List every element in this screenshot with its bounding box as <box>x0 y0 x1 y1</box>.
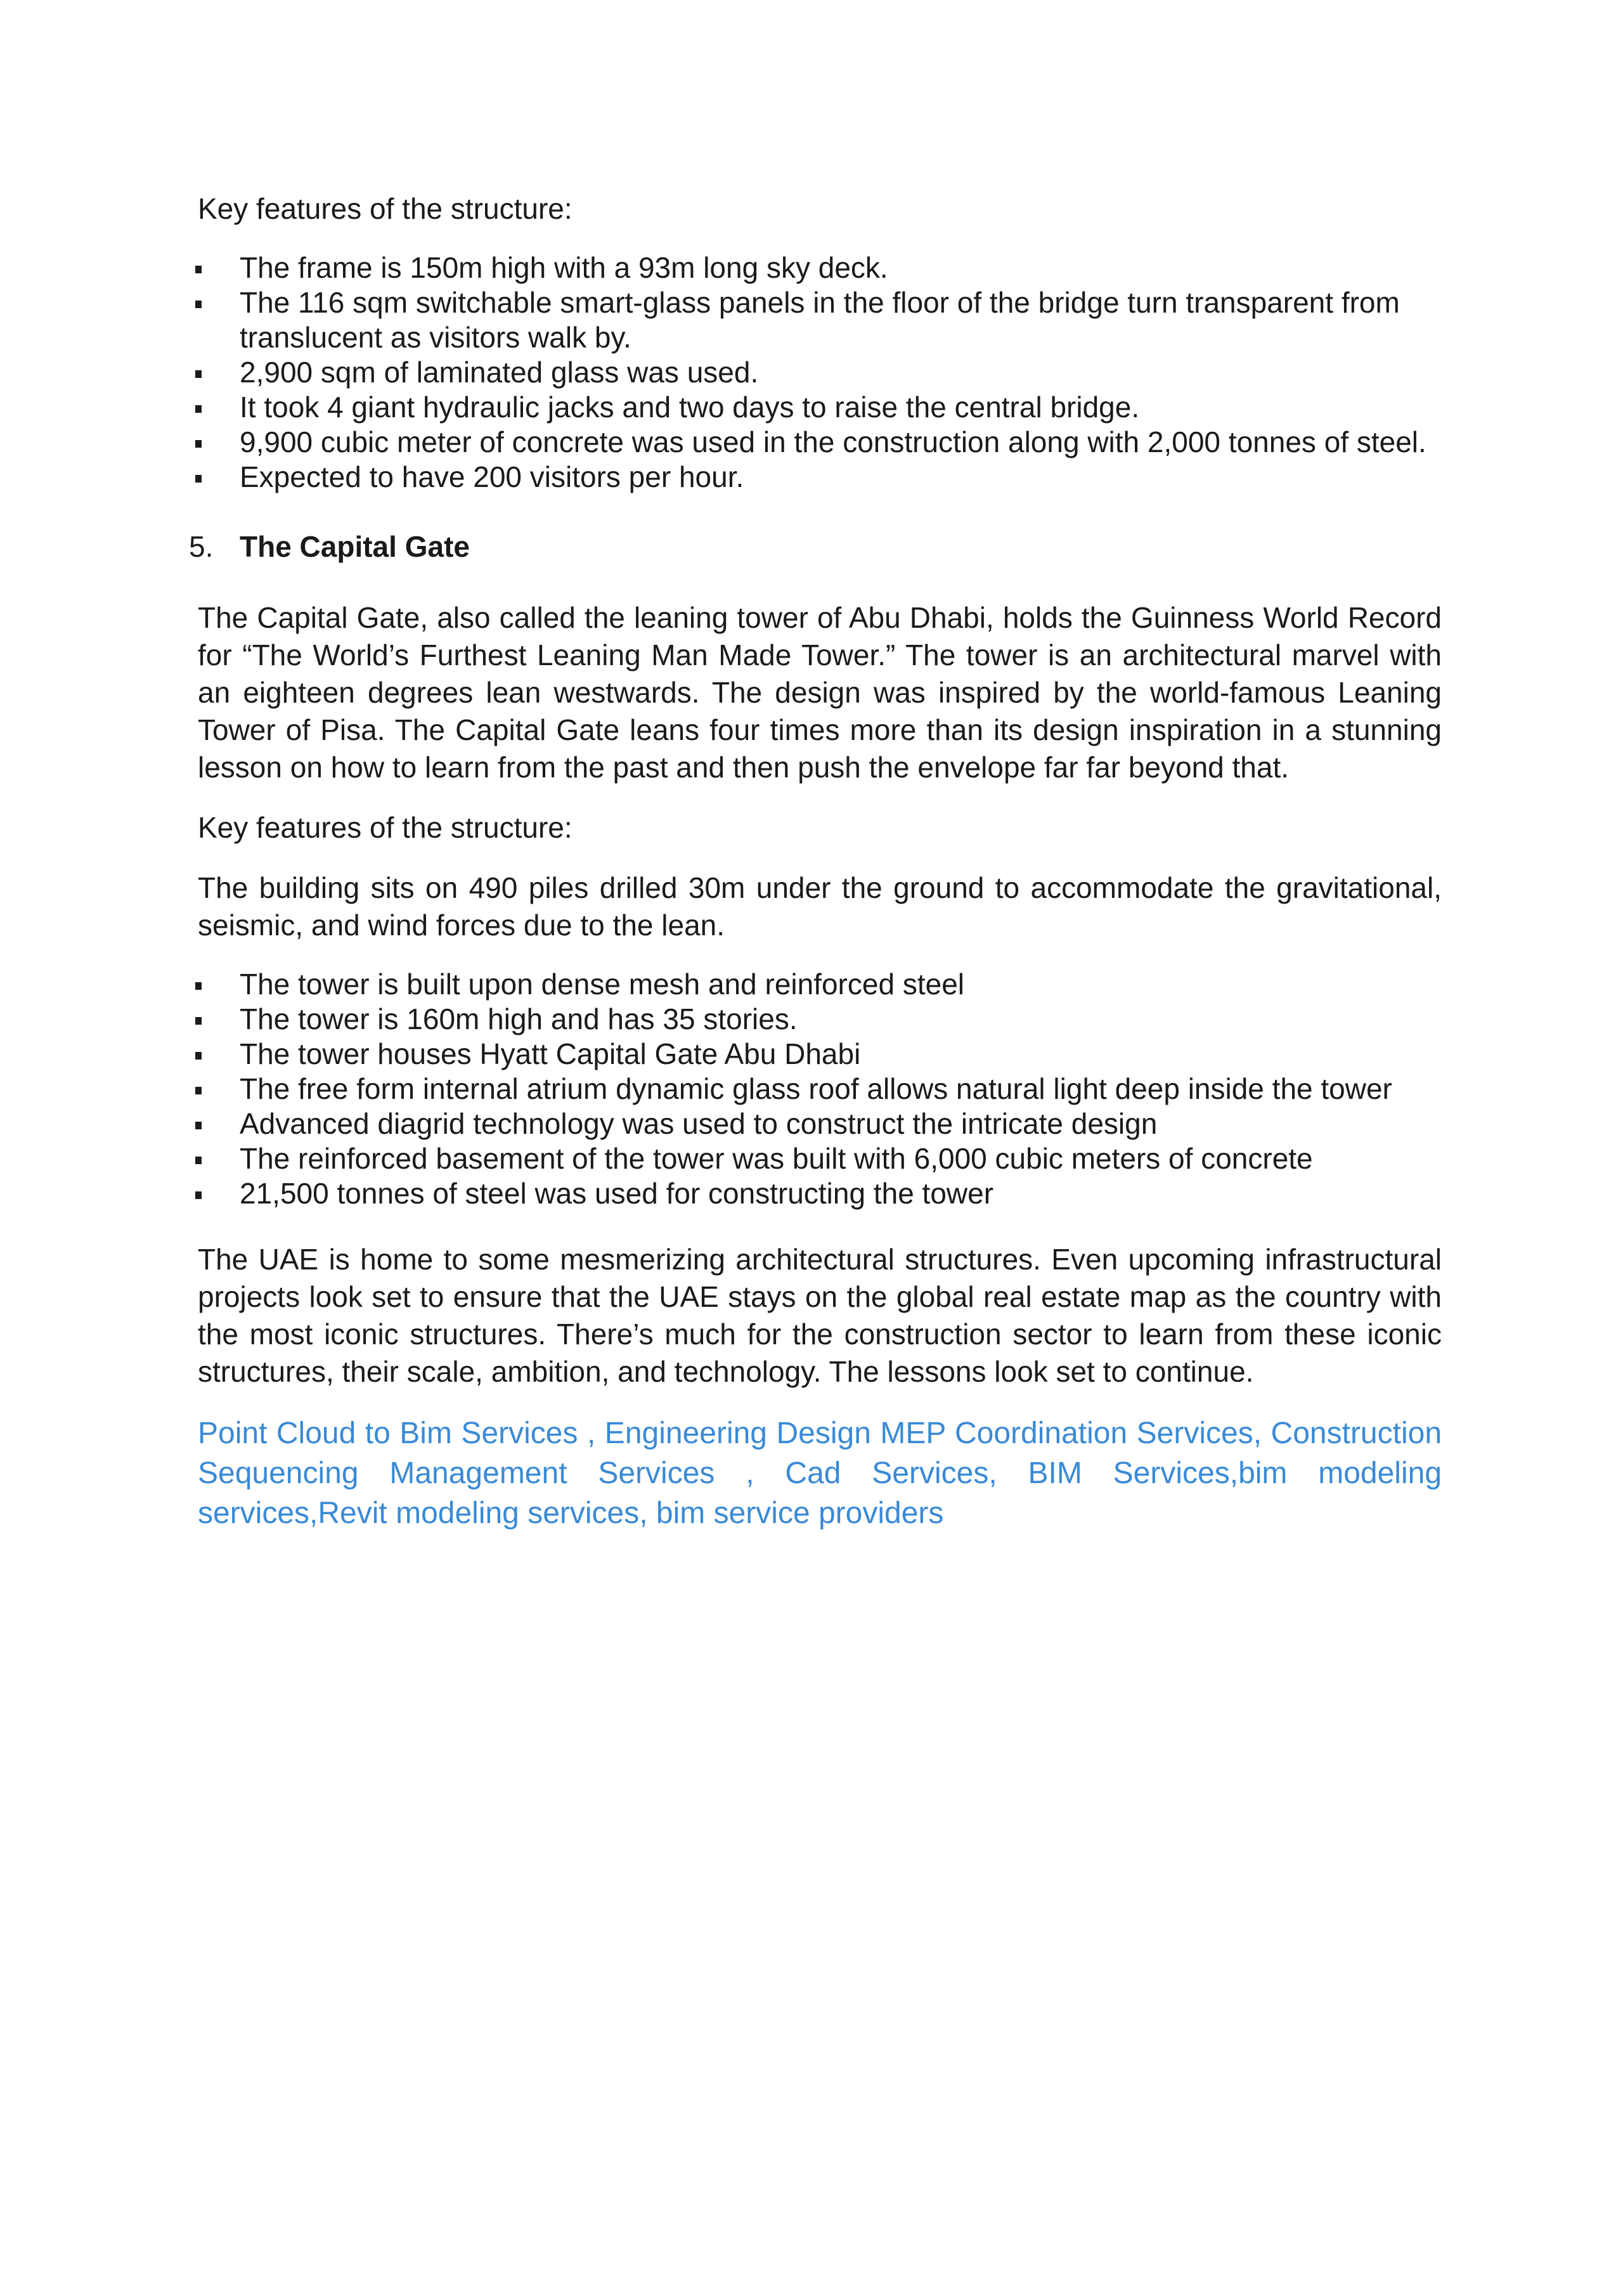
list-item: The 116 sqm switchable smart-glass panels in the floor of the bridge turn transparent from translucent as visitors walk by. <box>198 285 1442 355</box>
section-title: The Capital Gate <box>240 530 470 563</box>
list-item: 9,900 cubic meter of concrete was used in the construction along with 2,000 tonnes of steel. <box>198 425 1442 460</box>
square-bullet-icon <box>195 982 202 990</box>
intro-paragraph: The Capital Gate, also called the leaning tower of Abu Dhabi, holds the Guinness World Record for “The World’s Furthest Leaning Man Made Tower.” The tower is an architectural marvel with an eighteen degrees lean westwards. The design was inspired by the world-famous Leaning Tower of Pisa. The Capital Gate leans four times more than its design inspiration in a stunning lesson on how to learn from the past and then push the envelope far far beyond that. <box>198 601 1442 784</box>
list-item: 21,500 tonnes of steel was used for constructing the tower <box>198 1176 1442 1211</box>
square-bullet-icon <box>195 1087 202 1094</box>
square-bullet-icon <box>195 1052 202 1060</box>
feature-list <box>198 250 1442 495</box>
link-point-cloud-to-bim-services[interactable]: Point Cloud to Bim Services <box>198 1417 578 1450</box>
section-heading <box>189 528 1442 566</box>
square-bullet-icon <box>195 1122 202 1129</box>
list-item: 2,900 sqm of laminated glass was used. <box>198 355 1442 390</box>
link-bim-modeling-services[interactable]: bim modeling services <box>198 1456 1442 1530</box>
link-engineering-design-mep-coordination-services[interactable]: Engineering Design MEP Coordination Services <box>604 1417 1253 1450</box>
list-item: The frame is 150m high with a 93m long sky deck. <box>198 250 1442 285</box>
square-bullet-icon <box>195 405 202 413</box>
conclusion-paragraph: The UAE is home to some mesmerizing architectural structures. Even upcoming infrastructural projects look set to ensure that the UAE stays on the global real estate map as the country with the most iconic structures. There’s much for the construction sector to learn from these iconic structures, their scale, ambition, and technology. The lessons look set to continue. <box>198 1243 1442 1388</box>
link-construction-sequencing-management-services[interactable]: Construction Sequencing Management Services <box>198 1417 1442 1490</box>
link-bim-service-providers[interactable]: bim service providers <box>656 1496 944 1530</box>
section-kicker: Key features of the structure: <box>198 811 572 844</box>
service-links: Point Cloud to Bim Services , Engineering Design MEP Coordination Services, Construction Sequencing Management Services , Cad Services, BIM Services,bim modeling services,Revit modeling services, bim service providers <box>198 1417 1442 1530</box>
link-revit-modeling-services[interactable]: Revit modeling services <box>318 1496 640 1530</box>
list-item: Expected to have 200 visitors per hour. <box>198 460 1442 495</box>
link-bim-services[interactable]: BIM Services <box>1028 1456 1230 1490</box>
square-bullet-icon <box>195 301 202 308</box>
square-bullet-icon <box>195 475 202 483</box>
square-bullet-icon <box>195 1017 202 1025</box>
list-item: It took 4 giant hydraulic jacks and two days to raise the central bridge. <box>198 390 1442 425</box>
list-item: The tower houses Hyatt Capital Gate Abu Dhabi <box>198 1037 1442 1072</box>
list-item: Advanced diagrid technology was used to construct the intricate design <box>198 1106 1442 1141</box>
document-page <box>189 190 1442 1533</box>
section-kicker: Key features of the structure: <box>198 192 572 225</box>
list-item: The tower is 160m high and has 35 stories. <box>198 1002 1442 1037</box>
square-bullet-icon <box>195 1157 202 1164</box>
list-item: The free form internal atrium dynamic glass roof allows natural light deep inside the tower <box>198 1072 1442 1106</box>
list-item: The reinforced basement of the tower was built with 6,000 cubic meters of concrete <box>198 1141 1442 1176</box>
link-cad-services[interactable]: Cad Services <box>785 1456 989 1490</box>
feature-list <box>198 967 1442 1211</box>
foundation-paragraph: The building sits on 490 piles drilled 30m under the ground to accommodate the gravitational, seismic, and wind forces due to the lean. <box>198 871 1442 942</box>
square-bullet-icon <box>195 266 202 273</box>
square-bullet-icon <box>195 370 202 378</box>
square-bullet-icon <box>195 440 202 448</box>
section-number: 5. <box>189 530 214 563</box>
square-bullet-icon <box>195 1191 202 1199</box>
list-item: The tower is built upon dense mesh and reinforced steel <box>198 967 1442 1002</box>
